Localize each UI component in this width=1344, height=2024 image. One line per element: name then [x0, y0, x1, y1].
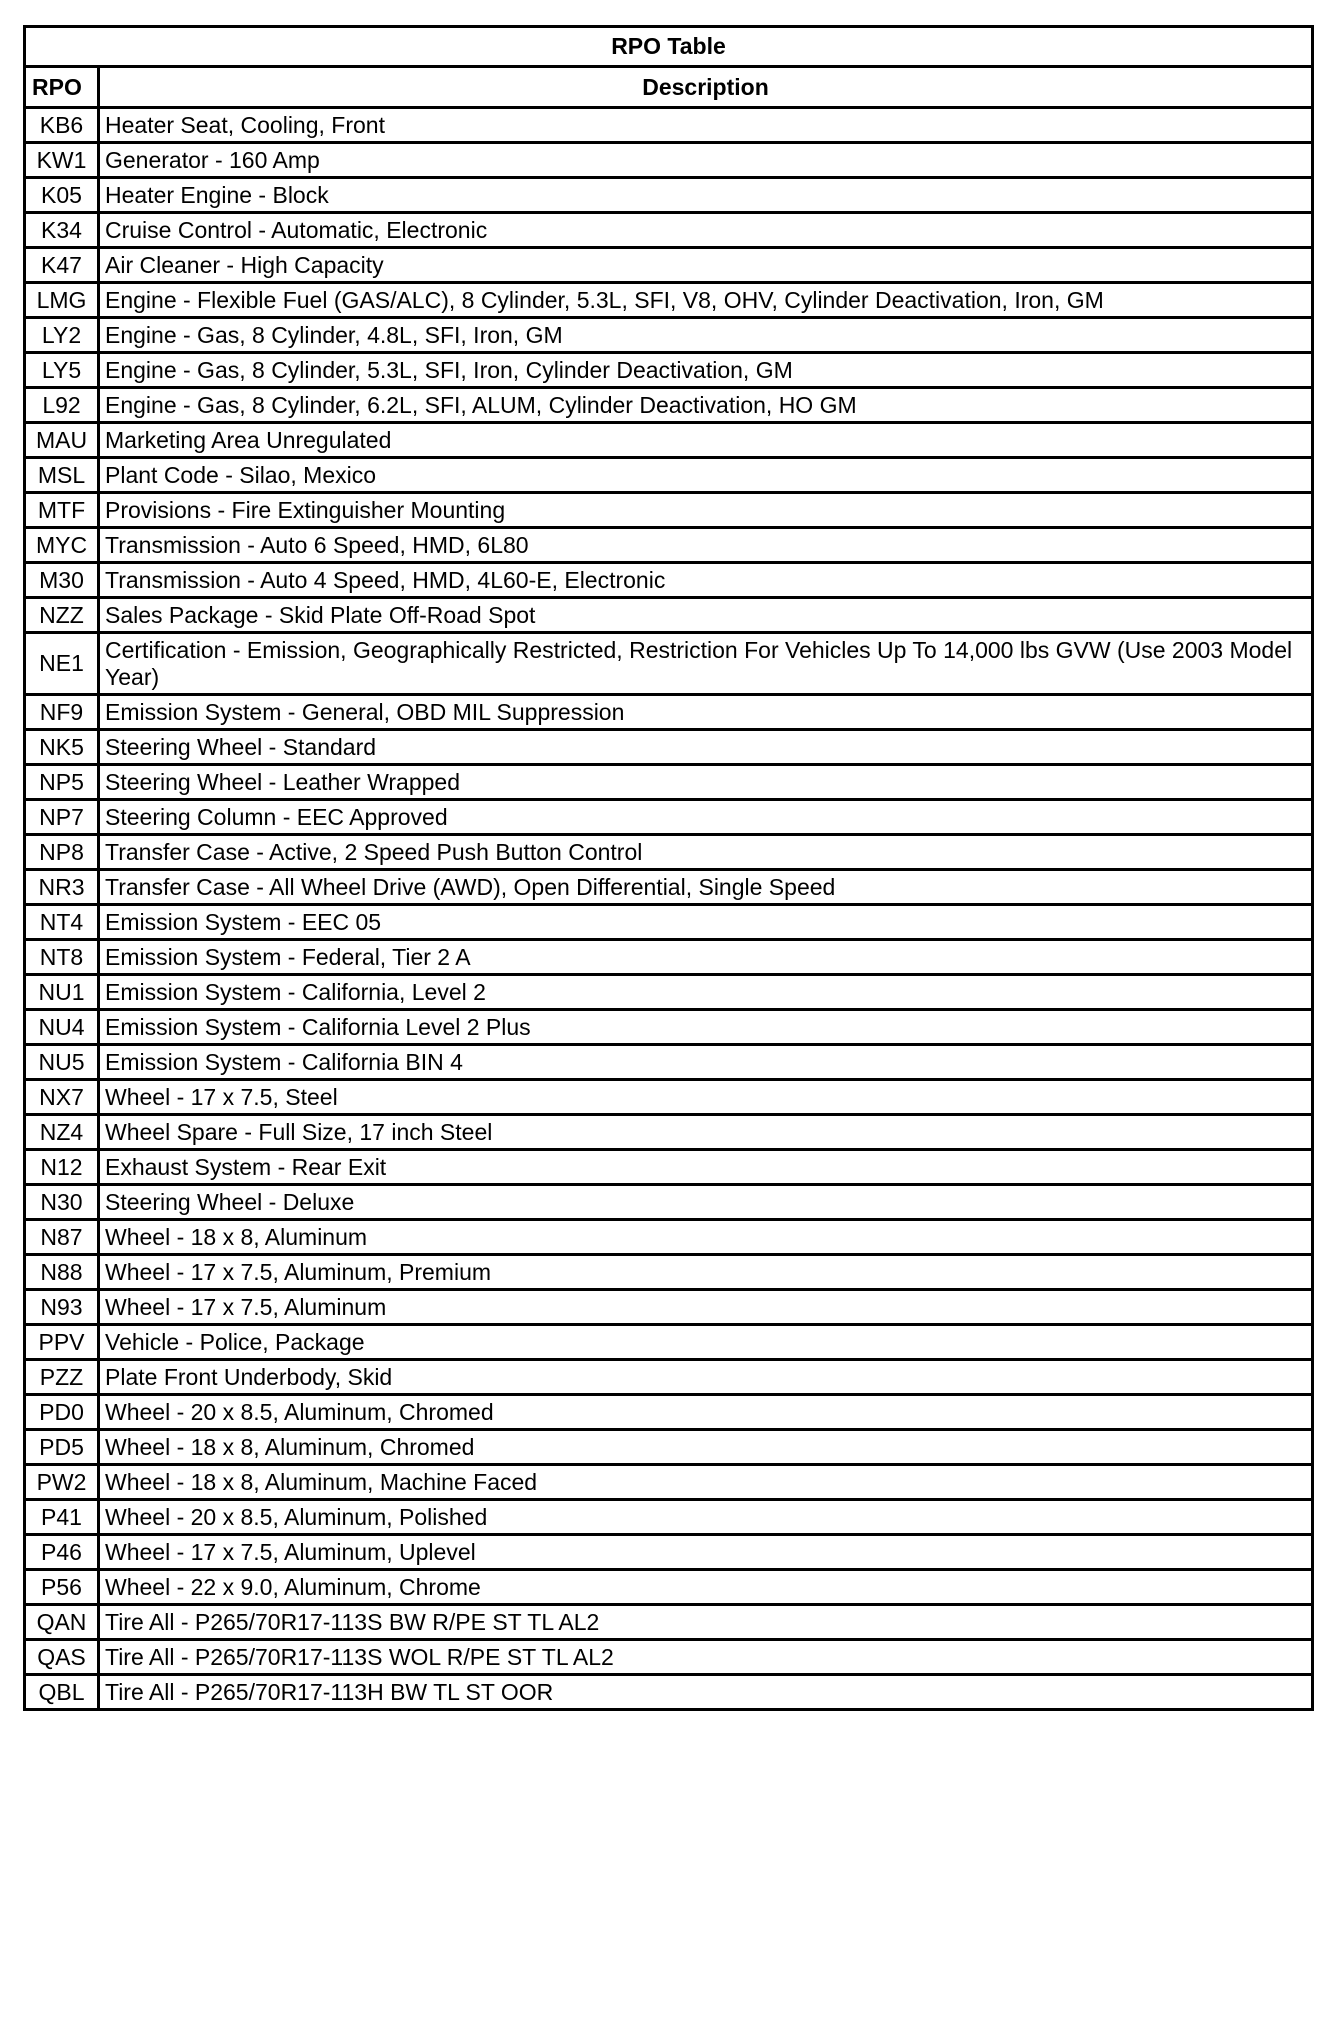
rpo-code-cell: QBL: [25, 1675, 99, 1710]
rpo-description-cell: Generator - 160 Amp: [99, 143, 1313, 178]
rpo-description-cell: Tire All - P265/70R17-113H BW TL ST OOR: [99, 1675, 1313, 1710]
rpo-description-cell: Emission System - California, Level 2: [99, 975, 1313, 1010]
table-row: [25, 940, 1313, 975]
table-row: [25, 563, 1313, 598]
rpo-code-cell: NU5: [25, 1045, 99, 1080]
rpo-description-cell: Wheel - 17 x 7.5, Aluminum, Premium: [99, 1255, 1313, 1290]
rpo-description-cell: Steering Column - EEC Approved: [99, 800, 1313, 835]
rpo-code-cell: N12: [25, 1150, 99, 1185]
rpo-code-cell: NP5: [25, 765, 99, 800]
rpo-code-cell: NK5: [25, 730, 99, 765]
rpo-code-cell: MAU: [25, 423, 99, 458]
rpo-description-cell: Tire All - P265/70R17-113S WOL R/PE ST TL AL2: [99, 1640, 1313, 1675]
table-title-row: [25, 27, 1313, 67]
rpo-code-cell: NX7: [25, 1080, 99, 1115]
rpo-description-cell: Wheel - 22 x 9.0, Aluminum, Chrome: [99, 1570, 1313, 1605]
rpo-description-cell: Vehicle - Police, Package: [99, 1325, 1313, 1360]
table-header-row: [25, 67, 1313, 108]
table-row: [25, 528, 1313, 563]
rpo-code-cell: MTF: [25, 493, 99, 528]
table-row: [25, 1465, 1313, 1500]
rpo-code-cell: NZZ: [25, 598, 99, 633]
rpo-description-cell: Cruise Control - Automatic, Electronic: [99, 213, 1313, 248]
table-row: [25, 1115, 1313, 1150]
table-body: [25, 108, 1313, 1710]
rpo-code-cell: P56: [25, 1570, 99, 1605]
rpo-description-cell: Wheel - 20 x 8.5, Aluminum, Chromed: [99, 1395, 1313, 1430]
rpo-description-cell: Wheel - 17 x 7.5, Aluminum, Uplevel: [99, 1535, 1313, 1570]
rpo-table: [23, 25, 1314, 1711]
rpo-code-cell: PZZ: [25, 1360, 99, 1395]
table-row: [25, 1150, 1313, 1185]
rpo-code-cell: NU1: [25, 975, 99, 1010]
rpo-description-cell: Transmission - Auto 4 Speed, HMD, 4L60-E, Electronic: [99, 563, 1313, 598]
rpo-code-cell: NP7: [25, 800, 99, 835]
table-row: [25, 283, 1313, 318]
rpo-description-cell: Exhaust System - Rear Exit: [99, 1150, 1313, 1185]
rpo-code-cell: N93: [25, 1290, 99, 1325]
table-title: RPO Table: [25, 27, 1313, 67]
rpo-description-cell: Certification - Emission, Geographically Restricted, Restriction For Vehicles Up To 14,000 lbs GVW (Use 2003 Model Year): [99, 633, 1313, 695]
rpo-code-cell: NE1: [25, 633, 99, 695]
rpo-code-cell: NR3: [25, 870, 99, 905]
rpo-code-cell: NF9: [25, 695, 99, 730]
rpo-code-cell: K34: [25, 213, 99, 248]
rpo-description-cell: Wheel - 20 x 8.5, Aluminum, Polished: [99, 1500, 1313, 1535]
rpo-code-cell: PW2: [25, 1465, 99, 1500]
table-row: [25, 353, 1313, 388]
rpo-code-cell: QAN: [25, 1605, 99, 1640]
table-row: [25, 108, 1313, 143]
rpo-description-cell: Engine - Gas, 8 Cylinder, 5.3L, SFI, Iron, Cylinder Deactivation, GM: [99, 353, 1313, 388]
rpo-description-cell: Provisions - Fire Extinguisher Mounting: [99, 493, 1313, 528]
table-row: [25, 800, 1313, 835]
rpo-code-cell: N30: [25, 1185, 99, 1220]
rpo-description-cell: Heater Seat, Cooling, Front: [99, 108, 1313, 143]
table-row: [25, 143, 1313, 178]
rpo-code-cell: N88: [25, 1255, 99, 1290]
column-header-description: Description: [99, 67, 1313, 108]
rpo-description-cell: Plate Front Underbody, Skid: [99, 1360, 1313, 1395]
rpo-code-cell: M30: [25, 563, 99, 598]
rpo-description-cell: Transfer Case - Active, 2 Speed Push Button Control: [99, 835, 1313, 870]
table-row: [25, 1640, 1313, 1675]
table-row: [25, 695, 1313, 730]
rpo-description-cell: Engine - Gas, 8 Cylinder, 6.2L, SFI, ALUM, Cylinder Deactivation, HO GM: [99, 388, 1313, 423]
rpo-description-cell: Transfer Case - All Wheel Drive (AWD), Open Differential, Single Speed: [99, 870, 1313, 905]
table-row: [25, 1605, 1313, 1640]
table-row: [25, 458, 1313, 493]
rpo-description-cell: Heater Engine - Block: [99, 178, 1313, 213]
table-row: [25, 905, 1313, 940]
rpo-description-cell: Tire All - P265/70R17-113S BW R/PE ST TL AL2: [99, 1605, 1313, 1640]
table-row: [25, 1360, 1313, 1395]
rpo-description-cell: Transmission - Auto 6 Speed, HMD, 6L80: [99, 528, 1313, 563]
table-row: [25, 870, 1313, 905]
rpo-code-cell: P46: [25, 1535, 99, 1570]
table-row: [25, 730, 1313, 765]
table-row: [25, 633, 1313, 695]
table-row: [25, 1290, 1313, 1325]
table-row: [25, 765, 1313, 800]
table-row: [25, 1675, 1313, 1710]
rpo-code-cell: NT4: [25, 905, 99, 940]
rpo-description-cell: Marketing Area Unregulated: [99, 423, 1313, 458]
table-row: [25, 318, 1313, 353]
rpo-description-cell: Engine - Gas, 8 Cylinder, 4.8L, SFI, Iron, GM: [99, 318, 1313, 353]
rpo-description-cell: Steering Wheel - Leather Wrapped: [99, 765, 1313, 800]
rpo-code-cell: N87: [25, 1220, 99, 1255]
table-row: [25, 598, 1313, 633]
rpo-description-cell: Emission System - General, OBD MIL Suppression: [99, 695, 1313, 730]
table-row: [25, 975, 1313, 1010]
column-header-rpo: RPO: [25, 67, 99, 108]
table-row: [25, 1045, 1313, 1080]
rpo-description-cell: Wheel - 18 x 8, Aluminum, Chromed: [99, 1430, 1313, 1465]
rpo-code-cell: MSL: [25, 458, 99, 493]
table-row: [25, 423, 1313, 458]
table-row: [25, 1535, 1313, 1570]
rpo-code-cell: LY5: [25, 353, 99, 388]
rpo-code-cell: PD0: [25, 1395, 99, 1430]
rpo-code-cell: NT8: [25, 940, 99, 975]
table-row: [25, 178, 1313, 213]
rpo-code-cell: P41: [25, 1500, 99, 1535]
rpo-code-cell: KW1: [25, 143, 99, 178]
rpo-code-cell: NP8: [25, 835, 99, 870]
table-row: [25, 388, 1313, 423]
table-row: [25, 1570, 1313, 1605]
rpo-code-cell: K47: [25, 248, 99, 283]
table-row: [25, 1185, 1313, 1220]
rpo-code-cell: PD5: [25, 1430, 99, 1465]
rpo-code-cell: MYC: [25, 528, 99, 563]
rpo-code-cell: L92: [25, 388, 99, 423]
rpo-description-cell: Emission System - EEC 05: [99, 905, 1313, 940]
rpo-description-cell: Wheel - 18 x 8, Aluminum: [99, 1220, 1313, 1255]
rpo-description-cell: Wheel - 17 x 7.5, Aluminum: [99, 1290, 1313, 1325]
rpo-code-cell: NU4: [25, 1010, 99, 1045]
table-row: [25, 1220, 1313, 1255]
rpo-code-cell: LY2: [25, 318, 99, 353]
rpo-description-cell: Wheel Spare - Full Size, 17 inch Steel: [99, 1115, 1313, 1150]
table-row: [25, 1395, 1313, 1430]
rpo-description-cell: Wheel - 18 x 8, Aluminum, Machine Faced: [99, 1465, 1313, 1500]
table-row: [25, 1500, 1313, 1535]
rpo-description-cell: Emission System - California Level 2 Plus: [99, 1010, 1313, 1045]
rpo-code-cell: K05: [25, 178, 99, 213]
rpo-description-cell: Wheel - 17 x 7.5, Steel: [99, 1080, 1313, 1115]
rpo-description-cell: Plant Code - Silao, Mexico: [99, 458, 1313, 493]
rpo-code-cell: QAS: [25, 1640, 99, 1675]
rpo-description-cell: Emission System - California BIN 4: [99, 1045, 1313, 1080]
rpo-code-cell: PPV: [25, 1325, 99, 1360]
table-row: [25, 493, 1313, 528]
table-row: [25, 248, 1313, 283]
table-row: [25, 835, 1313, 870]
rpo-code-cell: NZ4: [25, 1115, 99, 1150]
rpo-description-cell: Air Cleaner - High Capacity: [99, 248, 1313, 283]
rpo-description-cell: Sales Package - Skid Plate Off-Road Spot: [99, 598, 1313, 633]
rpo-description-cell: Engine - Flexible Fuel (GAS/ALC), 8 Cylinder, 5.3L, SFI, V8, OHV, Cylinder Deactivation, Iron, GM: [99, 283, 1313, 318]
table-row: [25, 1010, 1313, 1045]
table-row: [25, 1255, 1313, 1290]
table-row: [25, 1080, 1313, 1115]
table-row: [25, 1430, 1313, 1465]
rpo-code-cell: LMG: [25, 283, 99, 318]
rpo-description-cell: Steering Wheel - Standard: [99, 730, 1313, 765]
table-row: [25, 213, 1313, 248]
rpo-description-cell: Emission System - Federal, Tier 2 A: [99, 940, 1313, 975]
table-row: [25, 1325, 1313, 1360]
rpo-code-cell: KB6: [25, 108, 99, 143]
rpo-description-cell: Steering Wheel - Deluxe: [99, 1185, 1313, 1220]
